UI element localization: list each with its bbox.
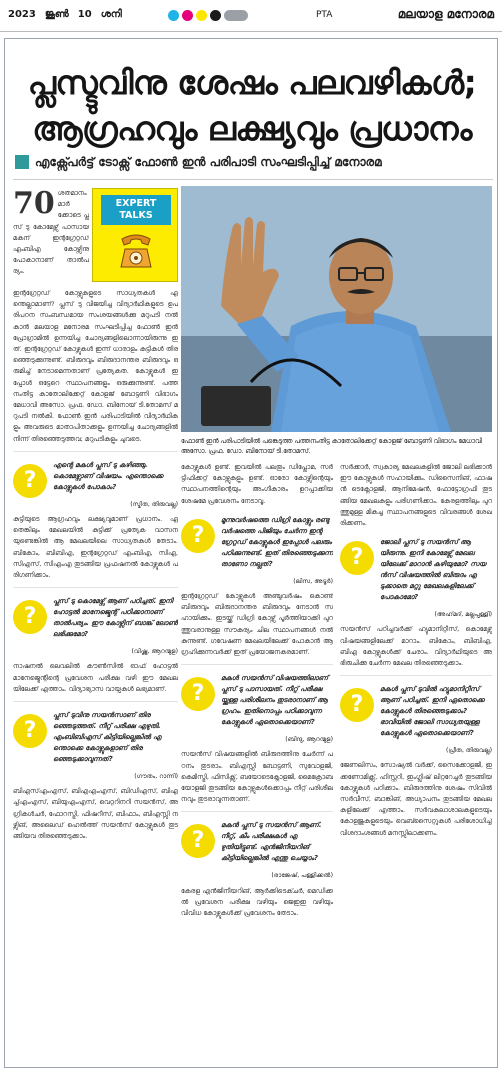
divider [13, 587, 178, 588]
expert-portrait-illustration [181, 186, 492, 432]
question-block [340, 537, 492, 603]
divider [13, 179, 493, 180]
question-text: മകൾ സയൻസ് വിഷയത്തിലാണ് പ്ലസ് ടു പാസായത്. നീറ്റ് പരീക്ഷയ്ക്കുള്ള പരിശീലനം തുടരാനാണ് ആഗ്രഹം. ഇതിനൊപ്പം പഠിക്കാവുന്ന കോഴ്സുകൾ ഏതൊക്കെയാണ്? [221, 674, 329, 727]
expert-talks-label [101, 195, 171, 225]
answer-paragraph: ബിഎസ്എംഎസ്, ബിഎഎംഎസ്, ബിഡിഎസ്, ബിഎച്ച്എംഎസ്, ബിയുഎംഎസ്, വെറ്ററിനറി സയൻസ്, അഗ്രികൾചർ, ഫോറസ്ട്രി, ഫിഷറീസ്, ബിഫാം, ബിഎസ്സി നഴ്സിങ്, അലൈഡ് ഹെൽത്ത് സയൻസ് കോഴ്സുകൾ തുടങ്ങിയവ തിരഞ്ഞെടുക്കാം. [13, 787, 178, 841]
answer-paragraph: കോഴ്സുകൾ ഉണ്ട്. ഇവയിൽ പലതും ഡിപ്ലോമ, സർട്ടിഫിക്കറ്റ് കോഴ്സുകളും ഉണ്ട്. ഓരോ കോഴ്സിന്റെയും സ്ഥാപനത്തിന്റെയും അംഗീകാരം ഉറപ്പാക്കിയ ശേഷമേ പ്രവേശനം നേടാവൂ. [181, 463, 333, 505]
answer-paragraph: ജേണലിസം, സോഷ്യൽ വർക്ക്, സൈക്കോളജി, ഇക്കണോമിക്സ്, ഹിസ്റ്ററി, ഇംഗ്ലിഷ് ലിറ്ററേച്ചർ തുടങ്ങിയ കോഴ്സുകൾ പഠിക്കാം. ബിരുദത്തിനു ശേഷം സിവിൽ സർവീസ്, ബാങ്കിങ്, അധ്യാപനം തുടങ്ങിയ മേഖലകളിലേക്ക് എത്താം. സർവകലാശാലകളുടെയും കോളജുകളുടെയും വെബ്സൈറ്റുകൾ പരിശോധിച്ച് വിശദാംശങ്ങൾ മനസ്സിലാക്കണം. [340, 761, 492, 837]
answer-paragraph: സയൻസ് പഠിച്ചവർക്ക് ഹ്യുമാനിറ്റീസ്, കൊമേഴ്സ് വിഷയങ്ങളിലേക്ക് മാറാം. ബികോം, ബിബിഎ, ബിഎ കോഴ്സുകൾക്ക് ചേരാം. വിദ്യാർഥിയുടെ അഭിരുചിക്കു ചേർന്ന മേഖല തിരഞ്ഞെടുക്കാം. [340, 625, 492, 668]
expert-talks-line-1: EXPERT [115, 198, 157, 209]
yellow-dot-icon [196, 10, 207, 21]
dateline [8, 9, 122, 20]
asker-name: (ബിന്ദു, ആറന്മുള) [285, 736, 333, 744]
question-block [13, 710, 178, 765]
question-mark-icon: ? [181, 519, 215, 553]
question-mark-icon: ? [181, 824, 215, 858]
expert-talks-line-2: TALKS [119, 210, 153, 221]
answer-paragraph: ഇന്റഗ്രേറ്റഡ് കോഴ്സുകൾ അഞ്ചുവർഷം കൊണ്ട് ബിരുദവും ബിരുദാനന്തര ബിരുദവും നേടാൻ സഹായിക്കും. ഇടയ്ക്ക് ഡിഗ്രി കോഴ്സ് പൂർത്തിയാക്കി പുറത്തുവരാനുള്ള സൗകര്യം ചില സ്ഥാപനങ്ങൾ നൽകുന്നുണ്ട്. ഗവേഷണ മേഖലയിലേക്ക് പോകാൻ ആഗ്രഹിക്കുന്നവർക്ക് ഇത് പ്രയോജനകരമാണ്. [181, 592, 333, 657]
question-text: എന്റെ മകൾ പ്ലസ് ടു കഴിഞ്ഞു. കൊമേഴ്സാണ് വിഷയം. എന്തൊക്കെ കോഴ്സുകൾ പോകാം? [53, 460, 164, 491]
divider [13, 451, 178, 452]
divider [13, 701, 178, 702]
question-text: മൂന്നുവർഷത്തെ ഡിഗ്രി കോഴ്സും രണ്ടു വർഷത്തെ പിജിയും ചേർന്ന ഇന്റഗ്രേറ്റഡ് കോഴ്സുകൾ ഇപ്പോൾ പലരും പഠിക്കുന്നുണ്ട്. ഇത് തിരഞ്ഞെടുക്കുന്നതാണോ നല്ലത്? [221, 515, 333, 568]
question-mark-icon: ? [13, 600, 47, 634]
question-text: ജോലി പ്ലസ് ടു സയൻസ് ആയിരുന്നു. ഇനി കോമേഴ്സ് മേഖലയിലേക്ക് മാറാൻ കഴിയുമോ? സയൻസ് വിഷയത്തിൽ ബിരുദം എടുക്കാതെ മറ്റു മേഖലകളിലേക്ക് പോകാമോ? [380, 538, 487, 602]
page-header-strip [0, 0, 502, 32]
question-block [13, 460, 178, 493]
subheadline-text: എക്സ്പേർട്ട് ടോക്സ് ഫോൺ ഇൻ പരിപാടി സംഘടിപ്പിച്ച് മനോരമ [35, 154, 382, 169]
edition-code: PTA [316, 10, 333, 20]
question-block [181, 515, 333, 570]
divider [181, 811, 333, 812]
dateline-weekday: ശനി [100, 9, 122, 20]
question-text: മകൻ പ്ലസ് ടു സയൻസ് ആണ്. നീറ്റ്, കീം പരീക്ഷകൾ എഴുതിയിട്ടുണ്ട്. എൻജിനീയറിങ് കിട്ടിയില്ലെങ്കിൽ എന്തു ചെയ്യാം? [221, 821, 322, 863]
expert-talks-badge [92, 188, 178, 282]
dateline-day: 10 [77, 9, 92, 20]
lead-dropcap-number: 70 [13, 188, 55, 221]
answer-paragraph: നാഷനൽ ലെവലിൽ കൗൺസിൽ ഓഫ് ഹോട്ടൽ മാനേജ്മെന്റിന്റെ പ്രവേശന പരീക്ഷ വഴി ഈ മേഖലയിലേക്ക് എത്താം. വിദ്യാഭ്യാസ വായ്പകൾ ലഭ്യമാണ്. [13, 662, 178, 693]
question-mark-icon: ? [13, 464, 47, 498]
question-text: മകൾ പ്ലസ് ടുവിൽ ഹ്യുമാനിറ്റീസ് ആണ് പഠിച്ചത്. ഇനി ഏതൊക്കെ കോഴ്സുകൾ തിരഞ്ഞെടുക്കാം? ഭാവിയിൽ ജോലി സാധ്യതയുള്ള കോഴ്സുകൾ ഏതൊക്കെയാണ്? [380, 685, 485, 738]
column-2 [181, 462, 333, 1066]
question-block [181, 820, 333, 864]
dateline-month: ജൂൺ [44, 9, 69, 20]
headline-line-1: പ്ലസ്ടുവിനു ശേഷം പലവഴികൾ; [27, 63, 477, 102]
answer-paragraph: സർക്കാർ, സ്വകാര്യ മേഖലകളിൽ ജോലി ലഭിക്കാൻ ഈ കോഴ്സുകൾ സഹായിക്കും. ഡിസൈനിങ്, ഫാഷൻ ടെക്നോളജി, ആനിമേഷൻ, ഫോട്ടോഗ്രഫി തുടങ്ങിയ മേഖലകളും പരിഗണിക്കാം. കേരളത്തിലും പുറത്തുമുള്ള മികച്ച സ്ഥാപനങ്ങളുടെ വിവരങ്ങൾ ശേഖരിക്കണം. [340, 463, 492, 528]
asker-name: (രാജേഷ്, പള്ളിക്കൽ) [271, 872, 333, 880]
answer-paragraph: സയൻസ് വിഷയങ്ങളിൽ ബിരുദത്തിനു ചേർന്ന് പഠനം തുടരാം. ബിഎസ്സി ബോട്ടണി, സുവോളജി, കെമിസ്ട്രി, ഫിസിക്സ്, ബയോടെക്നോളജി, മൈക്രോബയോളജി തുടങ്ങിയ കോഴ്സുകൾക്കൊപ്പം നീറ്റ് പരിശീലനവും തുടരാവുന്നതാണ്. [181, 750, 333, 804]
question-mark-icon: ? [340, 688, 374, 722]
article-subheadline [15, 151, 491, 173]
print-color-marks [168, 10, 248, 21]
col1-lead-top [13, 188, 89, 288]
cyan-dot-icon [168, 10, 179, 21]
col1-intro-paragraph: ഇന്റഗ്രേറ്റഡ് കോഴ്സുകളുടെ സാധ്യതകൾ എന്തെല്ലാമാണ്? പ്ലസ് ടു വിജയിച്ച വിദ്യാർഥികളുടെ ഉപരിപഠന സംബന്ധമായ സംശയങ്ങൾക്കു മറുപടി നൽകാൻ മലയാള മനോരമ സംഘടിപ്പിച്ച ഫോൺ ഇൻ പ്രോഗ്രാമിൽ ഉന്നയിച്ച ചോദ്യങ്ങളിലൊന്നായിരുന്നു ഇത്. ഇന്റഗ്രേറ്റഡ് കോഴ്സുകൾ ഇന്ന് ധാരാളം കുട്ടികൾ തിരഞ്ഞെടുക്കുന്നുണ്ട്. ബിരുദവും ബിരുദാനന്തര ബിരുദവും ഒരുമിച്ച് നേടാമെന്നതാണ് പ്രത്യേകത. കോഴ്സുകൾ ഇപ്പോൾ ഒട്ടേറെ സ്ഥാപനങ്ങളും ഒരുക്കുന്നുണ്ട്. പത്തനംതിട്ട കാതോലിക്കേറ്റ് കോളജ് ബോട്ടണി വിഭാഗം മേധാവി അസോ. പ്രഫ. ഡോ. ബിനോയ് ടി.തോമസ് മറുപടി നൽകി. ഫോൺ ഇൻ പരിപാടിയിൽ വിദ്യാർഥികളും അവരുടെ മാതാപിതാക്കളും ഉന്നയിച്ച ചോദ്യങ്ങളിൽ നിന്ന് തിരഞ്ഞെടുത്തവ; മറുപടികളും ചുവടെ. [13, 289, 178, 443]
asker-name: (സ്മിത, തിരുവല്ല) [130, 500, 178, 508]
magenta-dot-icon [182, 10, 193, 21]
dateline-year: 2023 [8, 9, 36, 20]
black-dot-icon [210, 10, 221, 21]
divider [340, 675, 492, 676]
question-text: പ്ലസ് ടു കൊമേഴ്സ് ആണ് പഠിച്ചത്. ഇനി ഹോട്ടൽ മാനേജ്മെന്റ് പഠിക്കാനാണ് താൽപര്യം. ഈ കോഴ്സിന് ബാങ്ക് ലോൺ ലഭിക്കുമോ? [53, 597, 178, 639]
question-block [13, 596, 178, 640]
teal-square-icon [15, 155, 29, 169]
lead-opening-text: ശതമാനം മാർക്കോടെ പ്ലസ് ടു കോമേഴ്സ് പാസായ മകന് ഇന്റഗ്രേറ്റഡ് എംബിഎ കോഴ്സിനു പോകാനാണ് താൽപര്യം. [13, 189, 89, 276]
asker-name: (അഹ്‌മദ്, മല്ലപ്പള്ളി) [434, 611, 492, 619]
answer-paragraph: കേരള എൻജിനീയറിങ്, ആർക്കിടെക്ചർ, മെഡിക്കൽ പ്രവേശന പരീക്ഷ വഴിയും ജെഇഇ വഴിയും വിവിധ കോഴ്സുകൾക്ക് പ്രവേശനം തേടാം. [181, 886, 333, 918]
telephone-icon [117, 231, 155, 271]
headline-line-2: ആഗ്രഹവും ലക്ഷ്യവും പ്രധാനം [32, 109, 472, 148]
question-mark-icon: ? [13, 714, 47, 748]
question-mark-icon: ? [181, 677, 215, 711]
column-1 [13, 288, 178, 1066]
question-mark-icon: ? [340, 541, 374, 575]
photo-caption: ഫോൺ ഇൻ പരിപാടിയിൽ പങ്കെടുത്ത പത്തനംതിട്ട കാതോലിക്കേറ്റ് കോളജ് ബോട്ടണി വിഭാഗം മേധാവി അസോ. പ്രഫ. ഡോ. ബിനോയ് ടി.തോമസ്. [181, 437, 482, 455]
answer-paragraph: കുട്ടിയുടെ ആഗ്രഹവും ലക്ഷ്യവുമാണ് പ്രധാനം. ഏതെങ്കിലും മേഖലയിൽ കുട്ടിക്ക് പ്രത്യേക വാസനയുണ്ടെങ്കിൽ ആ മേഖലയിലെ സാധ്യതകൾ തേടാം. ബികോം, ബിബിഎ, ഇന്റഗ്രേറ്റഡ് എംബിഎ, സിഎ, സിഎസ്, സിഎംഎ തുടങ്ങിയ പ്രഫഷനൽ കോഴ്സുകൾ പരിഗണിക്കാം. [13, 515, 178, 580]
grey-bar-icon [224, 10, 248, 21]
article-headline [12, 60, 492, 152]
expert-photo [181, 186, 492, 432]
question-text: പ്ലസ് ടുവിനു സയൻസാണ് തിരഞ്ഞെടുത്തത്. നീറ്റ് പരീക്ഷ എഴുതി. എംബിബിഎസ് കിട്ടിയില്ലെങ്കിൽ എന്തൊക്കെ കോഴ്സുകളാണ് തിരഞ്ഞെടുക്കാവുന്നത്? [53, 711, 162, 764]
question-block [181, 673, 333, 728]
column-3 [340, 462, 492, 1066]
asker-name: (വിഷ്ണു, ആറന്മുള) [131, 648, 178, 656]
asker-name: (ഗൗതം, റാന്നി) [134, 773, 178, 781]
question-block [340, 684, 492, 739]
newspaper-name: മലയാള മനോരമ [397, 7, 494, 21]
divider [181, 664, 333, 665]
asker-name: (പ്രീത, തിരുവല്ല) [445, 747, 492, 755]
asker-name: (ലിസ, അടൂർ) [293, 577, 333, 585]
